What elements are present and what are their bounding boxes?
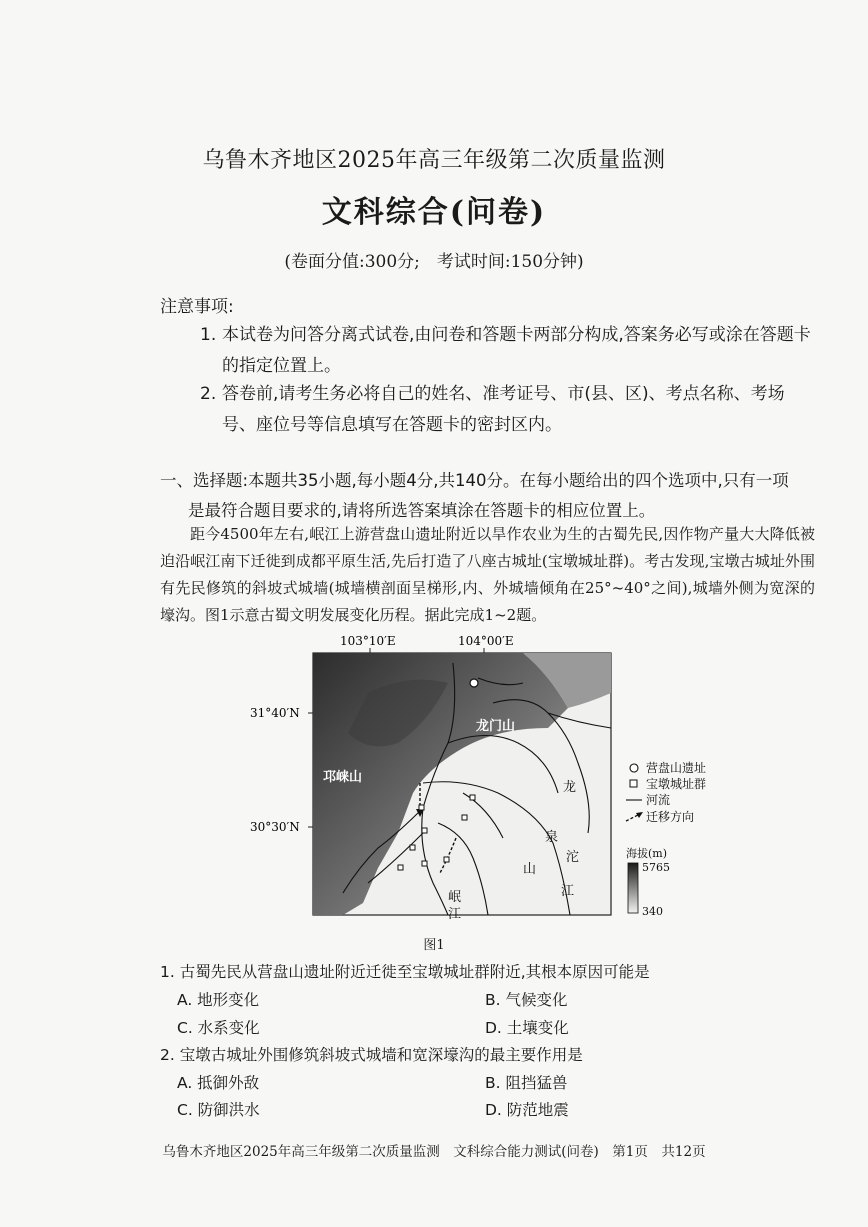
lat-label-1: 31°40′N — [250, 706, 300, 720]
lon-label-1: 103°10′E — [340, 634, 396, 648]
paper-title: 文科综合(问卷) — [321, 195, 547, 230]
notice-item-number: 1. — [200, 325, 217, 345]
yingpan-site-marker — [470, 679, 478, 687]
section-instructions-line1: 一、选择题:本题共35小题,每小题4分,共140分。在每小题给出的四个选项中,只有一项 — [160, 471, 789, 490]
section-instructions-line2: 是最符合题目要求的,请将所选答案填涂在答题卡的相应位置上。 — [188, 501, 656, 520]
question-2-option-c: C. 防御洪水 — [177, 1101, 260, 1119]
page-footer: 乌鲁木齐地区2025年高三年级第二次质量监测 文科综合能力测试(问卷) 第1页 共12页 — [162, 1144, 706, 1160]
longquan-label-3: 山 — [523, 862, 537, 877]
notice-item-text: 答卷前,请考生务必将自己的姓名、准考证号、市(县、区)、考点名称、考场号、座位号等信息填写在答题卡的密封区内。 — [222, 384, 785, 435]
notice-heading: 注意事项: — [160, 297, 234, 317]
legend-river: 河流 — [646, 793, 671, 807]
legend-yingpan: 营盘山遗址 — [646, 761, 707, 775]
score-time-info: (卷面分值:300分; 考试时间:150分钟) — [284, 252, 584, 272]
legend-elevation-max: 5765 — [642, 861, 670, 874]
lon-label-2: 104°00′E — [458, 634, 514, 648]
question-2-option-d: D. 防范地震 — [485, 1101, 569, 1119]
question-1-stem: 1. 古蜀先民从营盘山遗址附近迁徙至宝墩城址群附近,其根本原因可能是 — [160, 963, 650, 981]
longquan-label-2: 泉 — [545, 830, 559, 845]
question-2-stem: 2. 宝墩古城址外围修筑斜坡式城墙和宽深壕沟的最主要作用是 — [160, 1046, 583, 1064]
question-1-option-a: A. 地形变化 — [177, 991, 260, 1009]
question-1-option-c: C. 水系变化 — [177, 1019, 260, 1037]
legend-elevation-min: 340 — [642, 905, 663, 918]
legend-elevation-title: 海拔(m) — [626, 847, 668, 860]
tuojiang-label-1: 沱 — [566, 850, 580, 865]
elevation-color-bar — [628, 863, 638, 913]
minjiang-label-1: 岷 — [448, 890, 462, 905]
minjiang-label-2: 江 — [448, 907, 462, 922]
figure-1-map — [248, 633, 738, 935]
map-legend — [626, 760, 706, 918]
notice-item-number: 2. — [200, 384, 217, 404]
figure-caption: 图1 — [423, 938, 445, 953]
question-2-option-a: A. 抵御外敌 — [177, 1074, 260, 1092]
section-instructions — [160, 466, 820, 526]
reading-passage: 距今4500年左右,岷江上游营盘山遗址附近以旱作农业为生的古蜀先民,因作物产量大大降低被迫沿岷江南下迁徙到成都平原生活,先后打造了八座古城址(宝墩城址群)。考古发现,宝墩古城址外围有先民修筑的斜坡式城墙(城墙横剖面呈梯形,内、外城墙倾角在25°~40°之间),城墙外侧为宽深的壕沟。图1示意古蜀文明发展变化历程。据此完成1~2题。 — [160, 525, 815, 624]
exam-title: 乌鲁木齐地区2025年高三年级第二次质量监测 — [202, 148, 666, 173]
longquan-label-1: 龙 — [563, 780, 577, 795]
question-2-option-b: B. 阻挡猛兽 — [485, 1074, 568, 1092]
notice-item-text: 本试卷为问答分离式试卷,由问卷和答题卡两部分构成,答案务必写或涂在答题卡的指定位置上。 — [222, 325, 811, 376]
notice-item — [200, 379, 815, 441]
lat-label-2: 30°30′N — [250, 820, 300, 834]
qionglai-label: 邛崃山 — [323, 770, 363, 785]
longmen-label: 龙门山 — [476, 719, 516, 734]
legend-baodun: 宝墩城址群 — [646, 777, 707, 791]
question-1-option-d: D. 土壤变化 — [485, 1019, 569, 1037]
question-1-option-b: B. 气候变化 — [485, 991, 568, 1009]
notice-item — [200, 320, 815, 382]
tuojiang-label-2: 江 — [561, 884, 575, 899]
legend-migration: 迁移方向 — [646, 810, 695, 824]
